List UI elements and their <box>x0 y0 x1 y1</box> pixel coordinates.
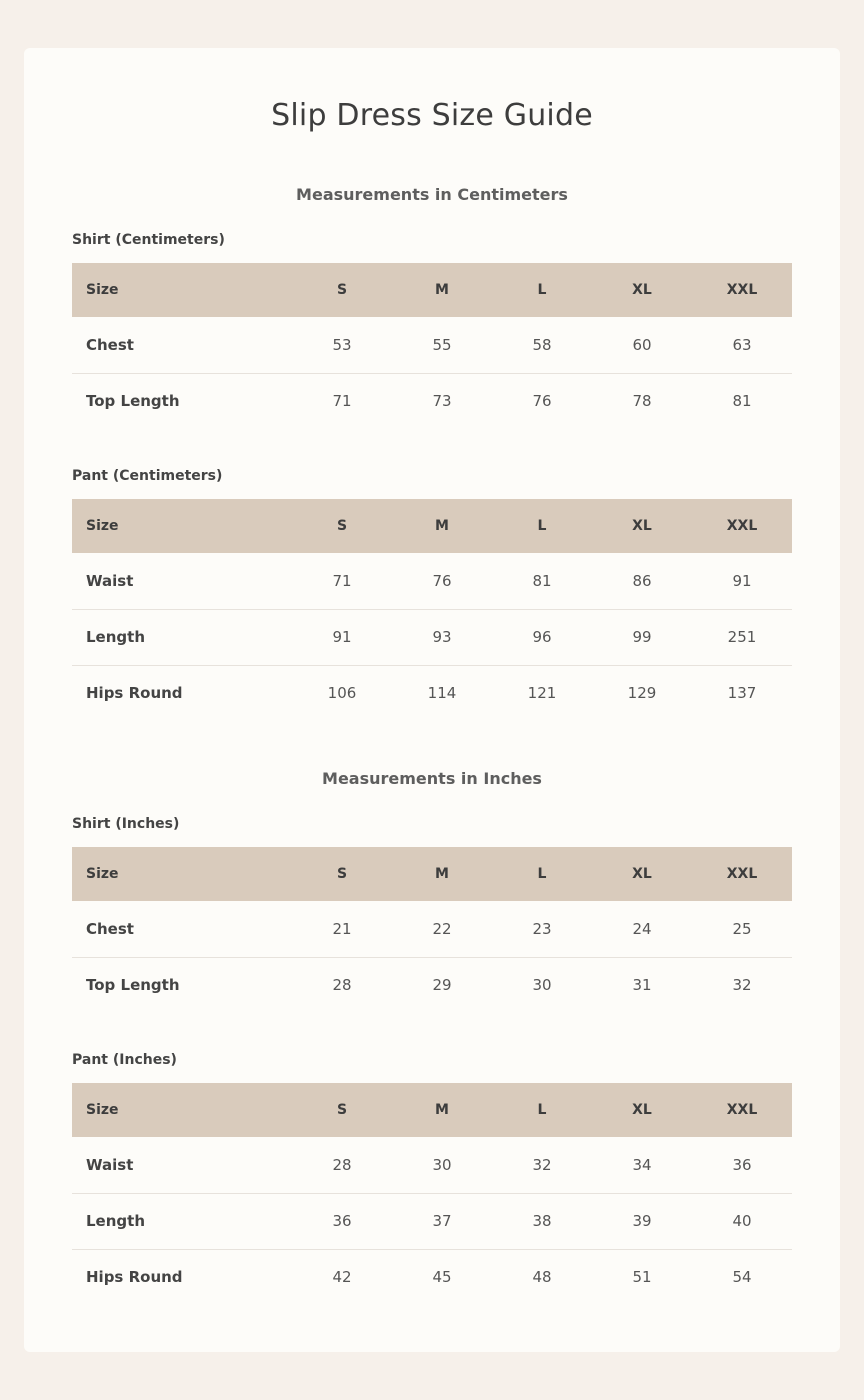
table-cell: 54 <box>732 1268 752 1287</box>
header-cell: M <box>435 866 449 882</box>
header-cell: XXL <box>726 1102 758 1118</box>
table-cell: 63 <box>732 335 752 354</box>
row-label: Chest <box>86 335 134 354</box>
row-label: Top Length <box>86 976 180 995</box>
table-header-row <box>72 1083 792 1137</box>
table-cell: 58 <box>532 335 552 354</box>
table-cell: 30 <box>432 1155 452 1174</box>
table-cell: 37 <box>432 1212 452 1230</box>
table-cell: 106 <box>327 684 357 703</box>
header-cell: Size <box>86 282 119 298</box>
table-cell: 42 <box>332 1268 352 1287</box>
table-cell: 99 <box>632 628 652 646</box>
table-cell: 129 <box>627 684 657 703</box>
table-cell: 22 <box>432 919 452 938</box>
header-cell: S <box>336 282 348 298</box>
header-cell: L <box>537 518 547 534</box>
header-cell: L <box>537 282 547 298</box>
header-cell: XXL <box>726 866 758 882</box>
header-cell: Size <box>86 518 119 534</box>
table-cell: 78 <box>632 392 652 411</box>
row-label: Hips Round <box>86 1268 183 1287</box>
table-title-shirt-cm: Shirt (Centimeters) <box>72 232 225 248</box>
table-cell: 55 <box>432 335 452 354</box>
size-guide-card <box>24 48 840 1352</box>
table-cell: 38 <box>532 1212 552 1230</box>
shirt-cm-table <box>72 263 792 429</box>
table-cell: 29 <box>432 976 452 995</box>
table-cell: 32 <box>532 1155 552 1174</box>
table-cell: 121 <box>527 684 557 703</box>
table-cell: 30 <box>532 976 552 995</box>
table-cell: 60 <box>632 335 652 354</box>
row-label: Length <box>86 628 145 646</box>
table-cell: 39 <box>632 1212 652 1230</box>
header-cell: M <box>435 282 449 298</box>
table-row <box>72 317 792 373</box>
table-header-row <box>72 499 792 553</box>
table-header-row <box>72 263 792 317</box>
header-cell: S <box>336 866 348 882</box>
table-cell: 71 <box>332 392 352 411</box>
table-cell: 93 <box>432 628 452 646</box>
header-cell: S <box>336 518 348 534</box>
table-cell: 21 <box>332 919 352 938</box>
pant-in-table <box>72 1083 792 1305</box>
table-row <box>72 373 792 429</box>
table-cell: 76 <box>532 392 552 411</box>
table-row <box>72 1193 792 1249</box>
row-label: Waist <box>86 1155 134 1174</box>
header-cell: L <box>537 866 547 882</box>
table-cell: 137 <box>727 684 757 703</box>
header-cell: S <box>336 1102 348 1118</box>
header-cell: M <box>435 1102 449 1118</box>
table-row <box>72 665 792 721</box>
table-row <box>72 609 792 665</box>
header-cell: XL <box>632 866 652 882</box>
pant-cm-table <box>72 499 792 721</box>
row-label: Hips Round <box>86 684 183 703</box>
header-cell: Size <box>86 1102 119 1118</box>
table-cell: 91 <box>332 628 352 646</box>
table-cell: 32 <box>732 976 752 995</box>
table-row <box>72 1137 792 1193</box>
header-cell: L <box>537 1102 547 1118</box>
table-title-shirt-in: Shirt (Inches) <box>72 816 180 832</box>
table-cell: 48 <box>532 1268 552 1287</box>
table-header-row <box>72 847 792 901</box>
table-cell: 96 <box>532 628 552 646</box>
table-cell: 76 <box>432 571 452 590</box>
table-row <box>72 901 792 957</box>
header-cell: XL <box>632 518 652 534</box>
table-cell: 73 <box>432 392 452 411</box>
table-cell: 31 <box>632 976 652 995</box>
table-cell: 28 <box>332 1155 352 1174</box>
row-label: Chest <box>86 919 134 938</box>
table-cell: 24 <box>632 919 652 938</box>
table-cell: 40 <box>732 1212 752 1230</box>
table-cell: 34 <box>632 1155 652 1174</box>
row-label: Top Length <box>86 392 180 411</box>
header-cell: Size <box>86 866 119 882</box>
table-cell: 36 <box>732 1155 752 1174</box>
table-cell: 71 <box>332 571 352 590</box>
table-cell: 81 <box>532 571 552 590</box>
table-cell: 91 <box>732 571 752 590</box>
row-label: Length <box>86 1212 145 1230</box>
table-cell: 114 <box>427 684 457 703</box>
table-cell: 45 <box>432 1268 452 1287</box>
table-cell: 23 <box>532 919 552 938</box>
table-title-pant-cm: Pant (Centimeters) <box>72 468 223 484</box>
section-heading-inches: Measurements in Inches <box>322 769 542 788</box>
table-row <box>72 553 792 609</box>
row-label: Waist <box>86 571 134 590</box>
table-cell: 251 <box>727 628 757 646</box>
table-cell: 53 <box>332 335 352 354</box>
shirt-in-table <box>72 847 792 1013</box>
page-title: Slip Dress Size Guide <box>271 98 593 133</box>
table-cell: 81 <box>732 392 752 411</box>
table-title-pant-in: Pant (Inches) <box>72 1052 177 1068</box>
table-cell: 51 <box>632 1268 652 1287</box>
table-row <box>72 1249 792 1305</box>
section-heading-centimeters: Measurements in Centimeters <box>296 185 568 204</box>
header-cell: XXL <box>726 518 758 534</box>
header-cell: XL <box>632 282 652 298</box>
header-cell: XXL <box>726 282 758 298</box>
header-cell: M <box>435 518 449 534</box>
table-cell: 86 <box>632 571 652 590</box>
header-cell: XL <box>632 1102 652 1118</box>
table-cell: 25 <box>732 919 752 938</box>
table-cell: 28 <box>332 976 352 995</box>
table-row <box>72 957 792 1013</box>
table-cell: 36 <box>332 1212 352 1230</box>
